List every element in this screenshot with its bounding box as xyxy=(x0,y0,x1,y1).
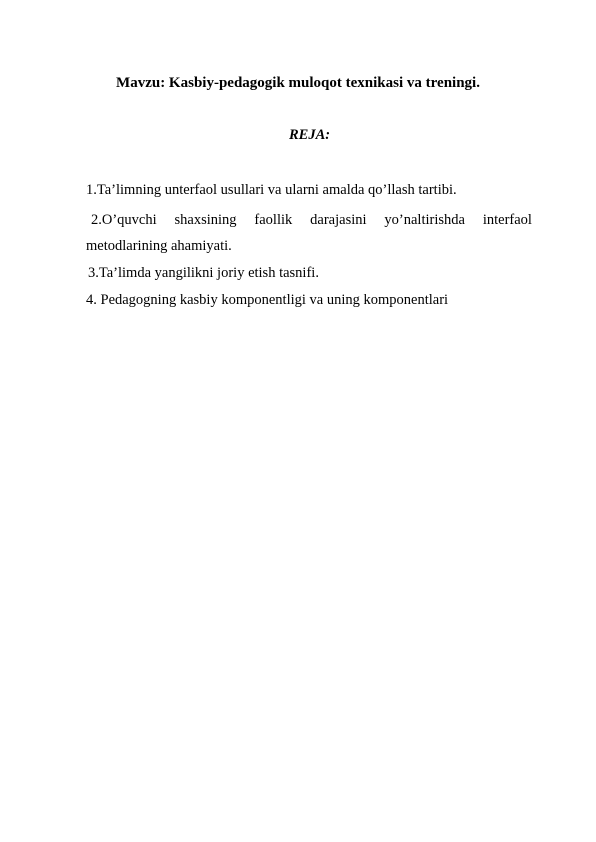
plan-item-2-word: faollik xyxy=(254,212,293,228)
plan-item-2-word: interfaol xyxy=(482,212,532,228)
plan-item-4: 4. Pedagogning kasbiy komponentligi va uning komponentlari xyxy=(86,292,449,308)
plan-item-2-word: shaxsining xyxy=(174,212,237,228)
plan-item-2-line-1 xyxy=(91,211,532,229)
plan-item-1: 1.Ta’limning unterfaol usullari va ularni amalda qo’llash tartibi. xyxy=(86,182,457,198)
document-title: Mavzu: Kasbiy-pedagogik muloqot texnikasi va treningi. xyxy=(116,75,480,91)
plan-heading: REJA: xyxy=(289,127,331,143)
plan-item-2-word: yo’naltirishda xyxy=(384,212,465,228)
plan-item-2-word: darajasini xyxy=(310,212,367,228)
plan-item-2-line-2: metodlarining ahamiyati. xyxy=(86,238,232,254)
plan-item-2-word: 2.O’quvchi xyxy=(91,212,157,228)
plan-item-3: 3.Ta’limda yangilikni joriy etish tasnifi. xyxy=(88,265,319,281)
